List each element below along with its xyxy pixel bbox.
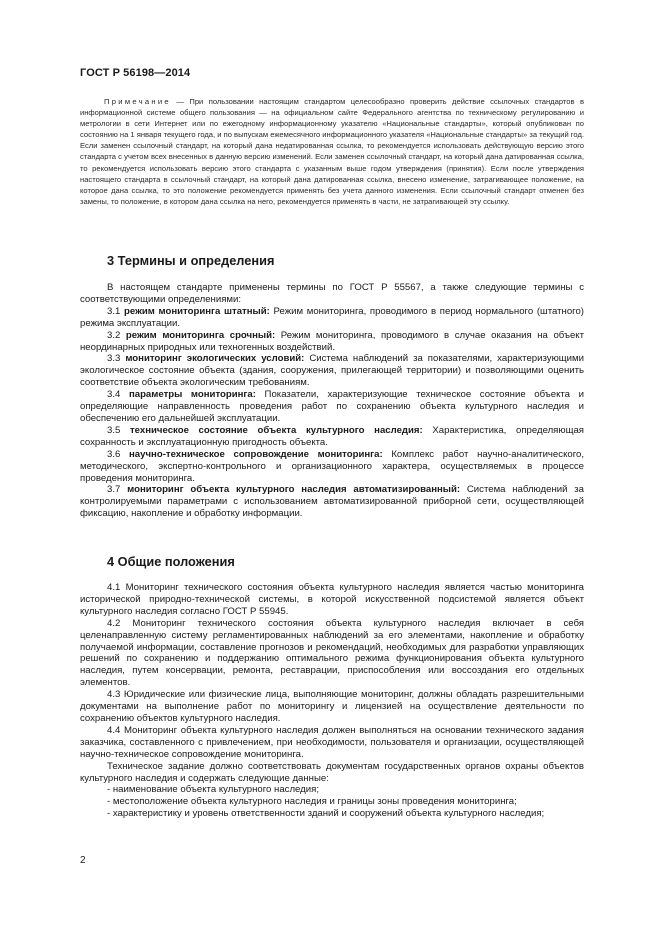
- term-definition: [80, 425, 584, 449]
- clause-paragraph: 4.1 Мониторинг технического состояния объекта культурного наследия является частью мониторинга исторической природно-технической системы, в которой искусственной подсистемой является объект культурного наследия согласно ГОСТ Р 55945.: [80, 582, 584, 617]
- list-item: - местоположение объекта культурного наследия и границы зоны проведения мониторинга;: [107, 796, 517, 808]
- page-number: 2: [80, 855, 86, 866]
- term-number: 3.5: [107, 424, 130, 436]
- term-definition: [80, 306, 584, 330]
- term-definition: [80, 353, 584, 389]
- term-name: техническое состояние объекта культурного наследия:: [129, 424, 423, 436]
- term-definition: [80, 484, 584, 520]
- term-number: 3.2: [107, 329, 126, 341]
- term-number: 3.3: [107, 353, 126, 365]
- section-3-body: [80, 282, 584, 520]
- term-name: режим мониторинга штатный:: [124, 305, 270, 317]
- note-text: — При пользовании настоящим стандартом целесообразно проверить действие ссылочных стандартов в информационной системе общего пользования — на официальном сайте Федерального агентства по техническому регулированию и метрологии в сети Интернет или по ежегодному информационному указателю «Национальные стандарты», который опубликован по состоянию на 1 января текущего года, и по выпускам ежемесячного информационного указателя «Национальные стандарты» за текущий год. Если заменен ссылочный стандарт, на который дана недатированная ссылка, то рекомендуется использовать действующую версию этого стандарта с учетом всех внесенных в данную версию изменений. Если заменен ссылочный стандарт, на который дана датированная ссылка, то рекомендуется использовать версию этого стандарта с указанным выше годом утверждения (принятия). Если после утверждения настоящего стандарта в ссылочный стандарт, на который дана датированная ссылка, внесено изменение, затрагивающее положение, на которое дана ссылка, то это положение рекомендуется применять без учета данного изменения. Если ссылочный стандарт отменен без замены, то положение, в котором дана ссылка на него, рекомендуется применять в части, не затрагивающей эту ссылку.: [80, 97, 585, 206]
- term-text: Режим мониторинга, проводимого в период нормального (штатного) режима эксплуатации.: [80, 305, 584, 329]
- term-text: Комплекс работ научно-аналитического, методического, экспертно-контрольного и организационного характера, осуществляемых в процессе проведения мониторинга.: [80, 448, 584, 484]
- clause-paragraph: Техническое задание должно соответствовать документам государственных органов охраны объектов культурного наследия и содержать следующие данные:: [80, 760, 584, 784]
- term-number: 3.1: [107, 305, 124, 317]
- term-text: Система наблюдений за контролируемыми параметрами с использованием автоматизированной приборной сети, осуществляющей фиксацию, накопление и обработку информации.: [80, 484, 584, 520]
- section-3-heading: 3 Термины и определения: [107, 253, 275, 268]
- clause-paragraph: 4.3 Юридические или физические лица, выполняющие мониторинг, должны обладать разрешительными документами на выполнение работ по мониторингу и лицензией на осуществление деятельности по сохранению объектов культурного наследия.: [80, 689, 584, 724]
- list-item: - характеристику и уровень ответственности зданий и сооружений объекта культурного наследия;: [107, 808, 545, 820]
- term-definition: [80, 389, 584, 425]
- term-number: 3.7: [107, 484, 128, 496]
- note-label: Примечание: [104, 97, 171, 106]
- term-number: 3.6: [107, 448, 130, 460]
- term-name: мониторинг объекта культурного наследия автоматизированный:: [127, 484, 461, 496]
- term-name: мониторинг экологических условий:: [125, 353, 305, 365]
- section-3-intro: В настоящем стандарте применены термины по ГОСТ Р 55567, а также следующие термины с соответствующими определениями:: [80, 282, 584, 305]
- term-definition: [80, 449, 584, 485]
- term-text: Система наблюдений за показателями, характеризующими экологическое состояние объекта (здания, сооружения, прилегающей территории) и позволяющими оценить соответствие объекта экологическим требованиям.: [80, 353, 584, 389]
- note-paragraph: [80, 96, 584, 207]
- term-number: 3.4: [107, 389, 129, 401]
- clause-paragraph: 4.2 Мониторинг технического состояния объекта культурного наследия включает в себя целенаправленную систему регламентированных наблюдений за его элементами, накопление и обработку получаемой информации, составление прогнозов и рекомендаций, необходимых для разработки управляющих решений по сохранению и поддержанию оптимального режима функционирования объекта культурного наследия, путем консервации, ремонта, реставрации, приспособления или воссоздания его отдельных элементов.: [80, 617, 584, 689]
- term-definition: [80, 330, 584, 354]
- clause-paragraph: 4.4 Мониторинг объекта культурного наследия должен выполняться на основании технического задания заказчика, составленного с привлечением, при необходимости, пользователя и организации, осуществляющей научно-техническое сопровождение мониторинга.: [80, 724, 584, 760]
- term-text: Режим мониторинга, проводимого в случае оказания на объект неординарных природных или техногенных воздействий.: [80, 329, 584, 353]
- section-4-heading: 4 Общие положения: [107, 554, 235, 569]
- term-name: параметры мониторинга:: [128, 389, 256, 401]
- term-text: Характеристика, определяющая сохранность и эксплуатационную пригодность объекта.: [80, 424, 584, 448]
- list-item: - наименование объекта культурного наследия;: [107, 784, 319, 796]
- term-name: научно-техническое сопровождение мониторинга:: [129, 448, 383, 460]
- section-4-body: [80, 582, 584, 820]
- standard-code-header: ГОСТ Р 56198—2014: [80, 67, 191, 79]
- term-text: Показатели, характеризующие техническое состояние объекта и определяющие направленность проведения работ по сохранению объекта культурного наследия и обеспечению его дальнейшей эксплуатации.: [80, 389, 584, 424]
- term-name: режим мониторинга срочный:: [125, 329, 276, 341]
